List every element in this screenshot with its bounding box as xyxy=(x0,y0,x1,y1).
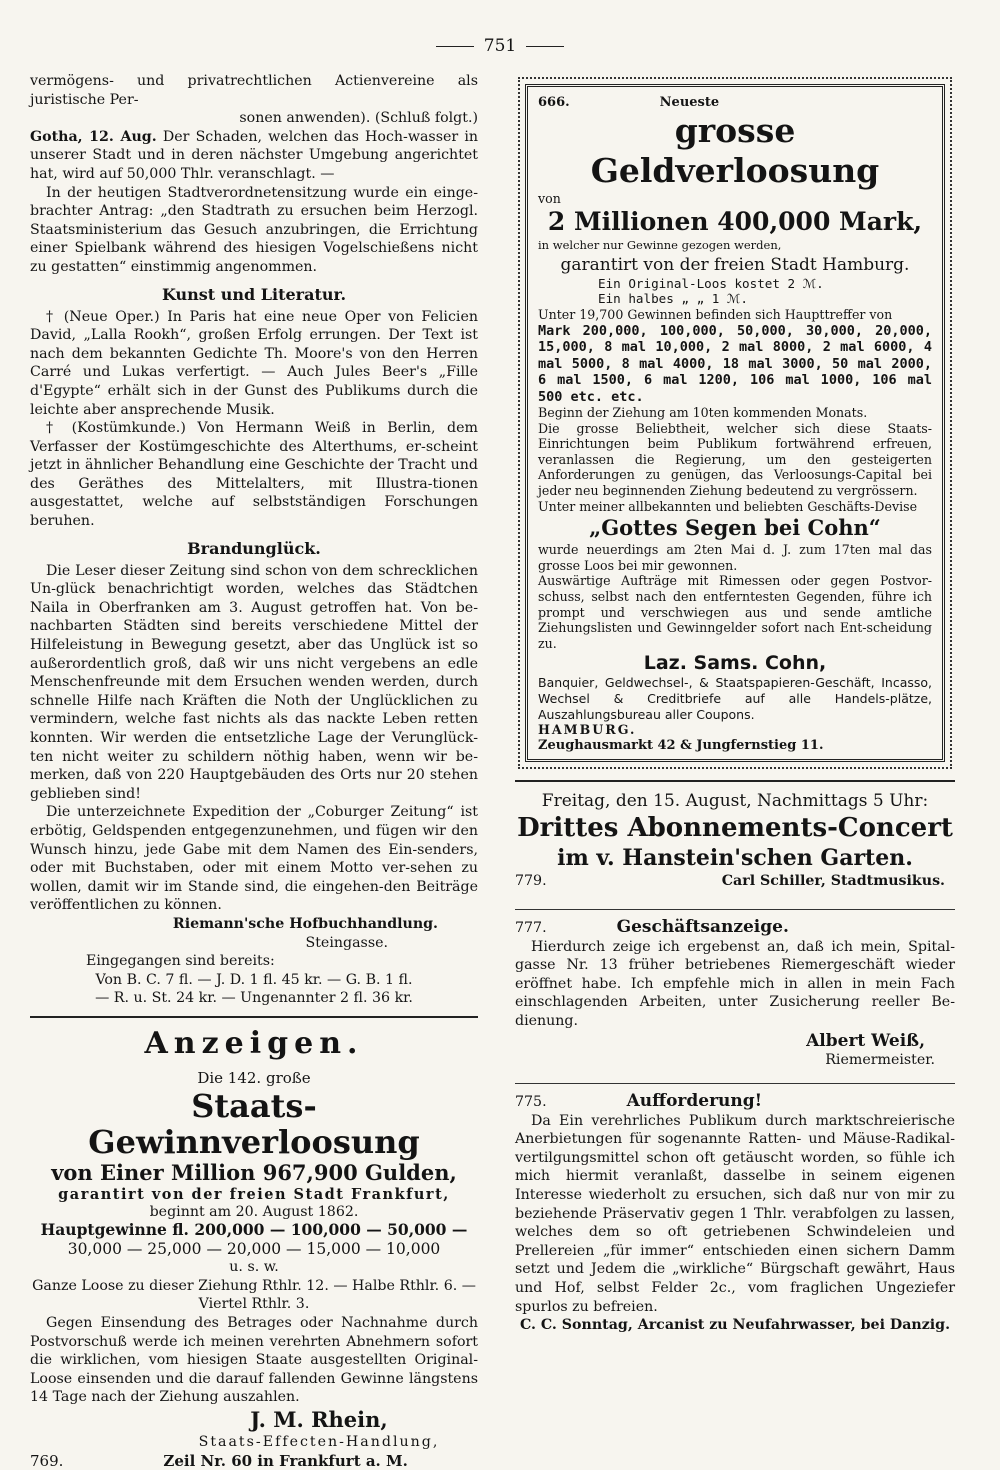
ad769-headline: Staats-Gewinnverloosung xyxy=(88,1086,420,1161)
gotha-article xyxy=(30,128,478,184)
lotto-beginn: Beginn der Ziehung am 10ten kommenden Monats. xyxy=(538,405,868,421)
ad777-title: Geschäftsanzeige. xyxy=(616,916,789,937)
gotha-dateline: Gotha, 12. Aug. xyxy=(30,128,157,145)
ad-775 xyxy=(515,1092,955,1335)
lotto-headline: grosse Geldverloosung xyxy=(590,110,880,190)
divider xyxy=(30,1016,478,1018)
ad-666-lottery xyxy=(525,84,945,762)
ad769-number: 769. xyxy=(30,1451,64,1470)
intro-line: sonen anwenden). (Schluß folgt.) xyxy=(239,110,478,127)
concert-signature: Carl Schiller, Stadtmusikus. xyxy=(721,873,945,890)
concert-number: 779. xyxy=(515,873,547,890)
ad-777 xyxy=(515,918,955,1069)
ad777-job: Riemermeister. xyxy=(825,1051,935,1068)
ad775-signature: C. C. Sonntag, Arcanist zu Neufahrwasser, bei Danzig. xyxy=(519,1317,951,1334)
lotto-unter2: Unter meiner allbekannten und beliebten Geschäfts-Devise xyxy=(538,498,918,514)
concert-footer xyxy=(515,872,955,891)
page-number: 751 xyxy=(0,36,1000,56)
ad769-address: Zeil Nr. 60 in Frankfurt a. M. xyxy=(163,1451,408,1470)
divider xyxy=(515,780,955,782)
lotto-unter: Unter 19,700 Gewinnen befinden sich Haupttreffer von xyxy=(538,306,893,322)
lotto-header xyxy=(538,95,932,111)
lotto-beliebt: Die grosse Beliebtheit, welcher sich diese Staats-Einrichtungen beim Publikum fortwährend erfreuen, veranlassen die Regierung, um den gesteigerten Anforderungen zu genügen, das Verloosungs-Capital bei jeder neu beginnenden Ziehung bedeutend zu vergrössern. xyxy=(538,420,932,499)
ad769-etc: u. s. w. xyxy=(229,1259,279,1276)
ad775-header xyxy=(515,1092,955,1112)
left-column xyxy=(30,72,479,1470)
ad769-name: J. M. Rhein, xyxy=(250,1407,388,1433)
lotto-city: HAMBURG. xyxy=(538,722,637,738)
kunst-paragraph: † (Kostümkunde.) Von Hermann Weiß in Berlin, dem Verfasser der Kostümgeschichte des Alterthums, er-scheint jetzt in ähnlicher Behandlung eine Geschichte der Tracht und des Geräthes des Mittelalters, mit Illustra-tionen ausgestattet, welche auf selbstständigen Forschungen beruhen. xyxy=(30,420,478,530)
brand-paragraph: Die Leser dieser Zeitung sind schon von dem schrecklichen Un-glück benachrichtigt worden, welches das Städtchen Naila in Oberfranken am 3. August getroffen hat. Von be-nachbarten Städten sind bereits verschiedene Mittel der Hilfeleistung in Bewegung gesetzt, aber das Unglück ist so außerordentlich groß, daß wir uns nicht vergebens an edle Menschenfreunde mit dem Ersuchen wenden werden, durch schnelle Hilfe nach Kräften die Noth der Unglücklichen zu vermindern, welche fast nichts als das nackte Leben retten konnten. Wir werden die entsetzliche Lage der Verunglück-ten nicht weiter zu schildern nöthig haben, wenn wir be-merken, daß von 220 Hauptgebäuden des Orts nur 20 stehen geblieben sind! xyxy=(30,562,478,802)
ad777-name: Albert Weiß, xyxy=(806,1030,925,1051)
lotto-price: Ein Original-Loos kostet 2 ℳ. xyxy=(598,275,824,291)
ad769-line-final xyxy=(30,1452,478,1470)
ad769-firm: Staats-Effecten-Handlung, xyxy=(198,1434,440,1451)
ad775-number: 775. xyxy=(515,1094,547,1111)
lotto-von: von xyxy=(538,190,561,206)
intro-line: vermögens- und privatrechtlichen Actienvereine als juristische Per- xyxy=(30,73,478,108)
lotto-devise: „Gottes Segen bei Cohn“ xyxy=(589,515,881,541)
ad-769 xyxy=(30,1069,478,1470)
concert-venue: im v. Hanstein'schen Garten. xyxy=(557,845,913,872)
ad777-header xyxy=(515,918,955,938)
lotto-address: Zeughausmarkt 42 & Jungfernstieg 11. xyxy=(538,737,824,753)
ad769-guarantee: garantirt von der freien Stadt Frankfurt, xyxy=(58,1185,450,1203)
lotto-auswaertig: Auswärtige Aufträge mit Rimessen oder gegen Postvor-schuss, selbst nach den entferntesten Gegenden, führe ich prompt und verschwiegen aus und sende amtliche Ziehungslisten und Gewinngelder sofort nach Ent-scheidung zu. xyxy=(538,573,932,651)
ad769-prizes: 30,000 — 25,000 — 20,000 — 15,000 — 10,000 xyxy=(67,1239,441,1258)
ad775-title: Aufforderung! xyxy=(626,1091,763,1112)
ad777-text: Hierdurch zeige ich ergebenst an, daß ich mein, Spital-gasse Nr. 13 früher betriebenes Riemergeschäft wieder eröffnet habe. Ich empfehle mich in allen in mein Fach einschlagenden Arbeiten, unter Zusicherung reeller Be-dienung. xyxy=(515,938,955,1029)
divider xyxy=(515,1083,955,1084)
lotto-gezogen: in welcher nur Gewinne gezogen werden, xyxy=(538,238,782,253)
lotto-price-half: Ein halbes „ „ 1 ℳ. xyxy=(598,291,748,307)
ad769-line: Die 142. große xyxy=(197,1068,311,1087)
divider xyxy=(515,909,955,910)
right-column xyxy=(515,72,955,1452)
gotha-text: Der Schaden, welchen das Hoch-wasser in unserer Stadt und in deren nächster Umgebung angerichtet hat, wird auf 50,000 Thlr. veranschlagt. — xyxy=(30,128,479,182)
concert-title: Drittes Abonnements-Concert xyxy=(517,813,953,844)
donations-line: — R. u. St. 24 kr. — Ungenannter 2 fl. 36 kr. xyxy=(95,990,413,1007)
concert-date: Freitag, den 15. August, Nachmittags 5 Uhr: xyxy=(541,791,929,812)
ad777-number: 777. xyxy=(515,919,547,936)
lotto-neueste: Neueste xyxy=(659,95,720,110)
ad769-text: Gegen Einsendung des Betrages oder Nachnahme durch Postvorschuß werde ich meinen verehrten Abnehmern sofort die wirklichen, vom hiesigen Staate ausgestellten Original-Loose einsenden und die darauf fallenden Gewinne längstens 14 Tage nach der Ziehung auszahlen. xyxy=(30,1315,478,1406)
donations-line: Von B. C. 7 fl. — J. D. 1 fl. 45 kr. — G. B. 1 fl. xyxy=(95,971,413,988)
ad769-prizes: Hauptgewinne fl. 200,000 — 100,000 — 50,000 — xyxy=(40,1220,468,1240)
section-heading-brand: Brandunglück. xyxy=(187,538,321,558)
ad769-start: beginnt am 20. August 1862. xyxy=(149,1203,359,1220)
gotha-text-2: In der heutigen Stadtverordnetensitzung wurde ein einge-brachter Antrag: „den Stadtrath zu ersuchen beim Herzogl. Staatsministerium das Gesuch anzubringen, die Errichtung einer Spielbank während des hiesigen Vogelschießens nicht zu gestatten“ einstimmig angenommen. xyxy=(30,184,478,275)
brand-paragraph: Die unterzeichnete Expedition der „Coburger Zeitung“ ist erbötig, Geldspenden entgegenzunehmen, und fügen wir den Wunsch hinzu, jede Gabe mit dem Namen des Ein-senders, oder mit Buchstaben, oder mit einem Motto ver-sehen zu wollen, damit wir im Stande sind, die eingehen-den Beiträge veröffentlichen zu können. xyxy=(30,804,478,914)
ad775-text: Da Ein verehrliches Publikum durch marktschreierische Anerbietungen für sogenannte Ratten- und Mäuse-Radikal-vertilgungsmittel schon oft getäuscht worden, so fühle ich mich hiermit veranlaßt, dasselbe in seinem eigenen Interesse wiederholt zu ersuchen, sich daß nur von mir zu beziehende Präservativ gegen 1 Thlr. verabfolgen zu lassen, welches dem so oft getriebenen Schwindeleien und Prellereien „für immer“ entschieden einen sichern Damm setzt und Jedem die „wirkliche“ Bürgschaft gewährt, Haus und Hof, selbst Felder 2c., vom fraglichen Ungeziefer spurlos zu befreien. xyxy=(515,1112,955,1315)
brand-signature: Riemann'sche Hofbuchhandlung. xyxy=(172,915,438,932)
lotto-millions: 2 Millionen 400,000 Mark, xyxy=(547,207,923,237)
lotto-amounts: Mark 200,000, 100,000, 50,000, 30,000, 20,000, 15,000, 8 mal 10,000, 2 mal 8000, 2 mal 6000, 4 mal 5000, 8 mal 4000, 18 mal 3000, 50 mal 2000, 6 mal 1500, 6 mal 1200, 106 mal 1000, 106 mal 500 etc. etc. xyxy=(538,322,932,405)
anzeigen-heading: Anzeigen. xyxy=(144,1025,364,1061)
ad769-prices: Ganze Loose zu dieser Ziehung Rthlr. 12. — Halbe Rthlr. 6. — Viertel Rthlr. 3. xyxy=(32,1277,476,1313)
section-heading-kunst: Kunst und Literatur. xyxy=(161,284,347,304)
lotto-name: Laz. Sams. Cohn, xyxy=(643,652,827,675)
lotto-firm: Banquier, Geldwechsel-, & Staatspapieren-Geschäft, Incasso, Wechsel & Creditbriefe auf alle Handels-plätze, Auszahlungsbureau aller Coupons. xyxy=(538,675,932,722)
lotto-guarantee: garantirt von der freien Stadt Hamburg. xyxy=(560,254,910,275)
ad-779-concert xyxy=(515,790,955,891)
kunst-paragraph: † (Neue Oper.) In Paris hat eine neue Oper von Felicien David, „Lalla Rookh“, großen Erfolg errungen. Der Text ist nach dem bekannten Gedichte Th. Moore's von den Herren Carré und Lukas verfertigt. — Auch Jules Beer's „Fille d'Egypte“ erhält sich in der Gunst des Publikums durch die leichte aber ansprechende Musik. xyxy=(30,308,478,418)
lotto-number: 666. xyxy=(538,95,570,110)
lotto-neuer: wurde neuerdings am 2ten Mai d. J. zum 17ten mal das grosse Loos bei mir gewonnen. xyxy=(538,542,932,573)
brand-signature-street: Steingasse. xyxy=(305,934,388,951)
ad769-subhead: von Einer Million 967,900 Gulden, xyxy=(51,1159,457,1185)
donations-heading: Eingegangen sind bereits: xyxy=(86,953,275,970)
